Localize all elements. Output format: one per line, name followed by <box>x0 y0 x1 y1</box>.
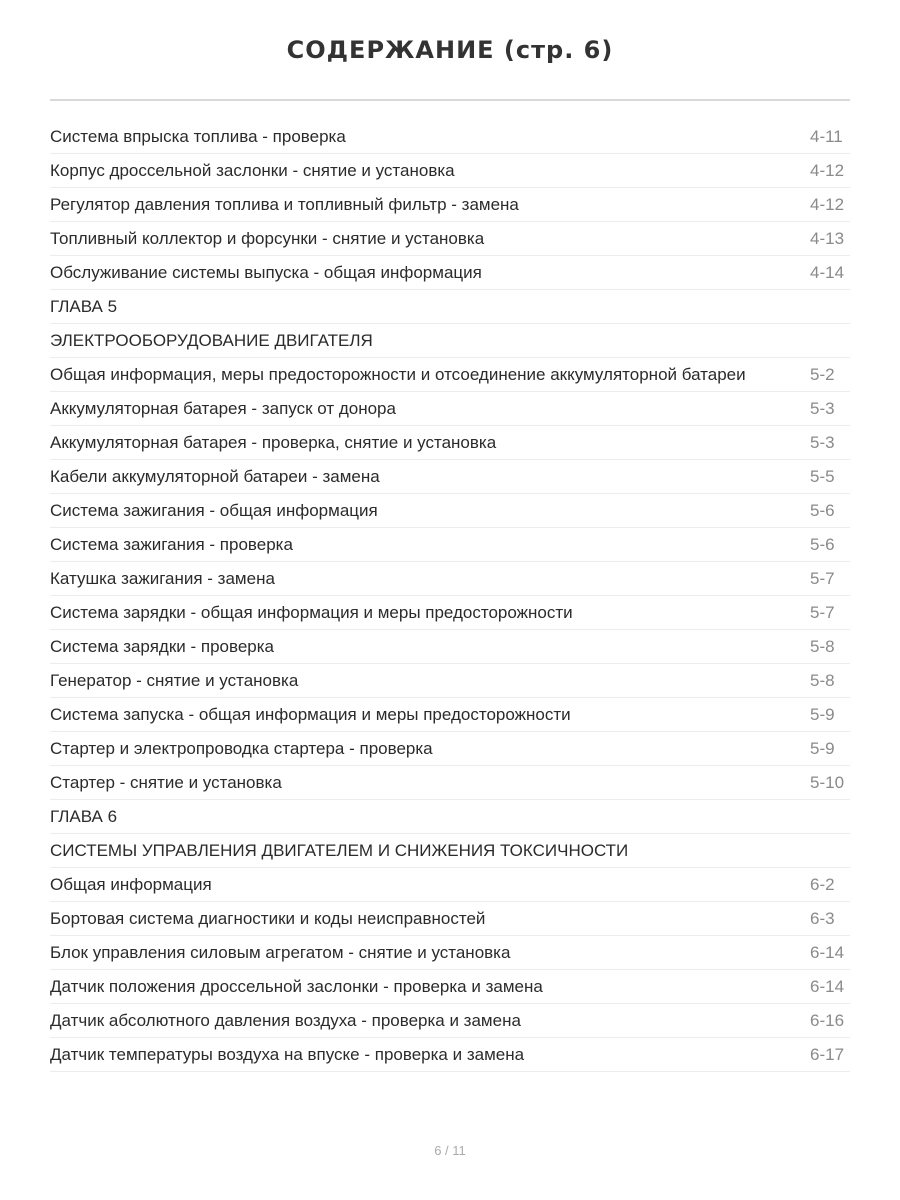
toc-entry-page: 4-12 <box>810 160 845 180</box>
toc-entry-page: 5-5 <box>810 466 835 486</box>
toc-entry-page: 4-11 <box>810 126 843 146</box>
toc-entry-page: 5-9 <box>810 738 835 758</box>
toc-entry-page: 5-6 <box>810 534 835 554</box>
toc-entry-title: Кабели аккумуляторной батареи - замена <box>50 466 380 486</box>
toc-entry-page: 5-10 <box>810 772 845 792</box>
toc-entry-title: Система зарядки - общая информация и меры предосторожности <box>50 602 573 622</box>
toc-entry-title: Топливный коллектор и форсунки - снятие и установка <box>50 228 485 248</box>
toc-entry-title: Система зажигания - проверка <box>50 534 293 554</box>
toc-entry[interactable] <box>50 392 850 426</box>
page-number: 6 / 11 <box>434 1143 466 1158</box>
toc-entry[interactable] <box>50 800 850 834</box>
toc-entry-title: СИСТЕМЫ УПРАВЛЕНИЯ ДВИГАТЕЛЕМ И СНИЖЕНИЯ ТОКСИЧНОСТИ <box>50 840 629 860</box>
toc-entry-title: Датчик абсолютного давления воздуха - проверка и замена <box>50 1010 521 1030</box>
table-of-contents <box>50 120 850 1072</box>
toc-entry[interactable] <box>50 426 850 460</box>
toc-entry[interactable] <box>50 868 850 902</box>
toc-entry-title: Стартер - снятие и установка <box>50 772 282 792</box>
toc-entry[interactable] <box>50 528 850 562</box>
toc-entry[interactable] <box>50 970 850 1004</box>
title-divider <box>50 99 850 101</box>
toc-entry-title: Общая информация, меры предосторожности и отсоединение аккумуляторной батареи <box>50 364 746 384</box>
toc-entry[interactable] <box>50 630 850 664</box>
toc-entry-title: ГЛАВА 5 <box>50 296 118 316</box>
toc-entry-page: 5-9 <box>810 704 835 724</box>
toc-entry-page: 4-13 <box>810 228 845 248</box>
toc-entry-title: Стартер и электропроводка стартера - проверка <box>50 738 433 758</box>
toc-entry-page: 6-14 <box>810 976 845 996</box>
toc-entry-title: Корпус дроссельной заслонки - снятие и установка <box>50 160 455 180</box>
toc-entry-title: Аккумуляторная батарея - запуск от донора <box>50 398 396 418</box>
toc-entry[interactable] <box>50 358 850 392</box>
toc-entry[interactable] <box>50 1004 850 1038</box>
toc-entry[interactable] <box>50 902 850 936</box>
toc-entry-page: 6-14 <box>810 942 845 962</box>
toc-entry[interactable] <box>50 120 850 154</box>
toc-entry[interactable] <box>50 256 850 290</box>
toc-entry[interactable] <box>50 188 850 222</box>
toc-entry[interactable] <box>50 222 850 256</box>
toc-entry[interactable] <box>50 664 850 698</box>
toc-entry-title: Система запуска - общая информация и меры предосторожности <box>50 704 571 724</box>
toc-entry-page: 6-17 <box>810 1044 845 1064</box>
toc-entry-page: 5-3 <box>810 432 835 452</box>
toc-entry-title: Обслуживание системы выпуска - общая информация <box>50 262 482 282</box>
toc-entry-page: 6-2 <box>810 874 835 894</box>
toc-entry[interactable] <box>50 290 850 324</box>
toc-entry[interactable] <box>50 732 850 766</box>
page-title: СОДЕРЖАНИЕ (стр. 6) <box>286 36 614 64</box>
toc-entry-page: 5-7 <box>810 602 835 622</box>
toc-entry-page: 5-2 <box>810 364 835 384</box>
toc-entry-page: 5-6 <box>810 500 835 520</box>
toc-entry-page: 4-14 <box>810 262 845 282</box>
toc-entry[interactable] <box>50 562 850 596</box>
toc-entry-title: ЭЛЕКТРООБОРУДОВАНИЕ ДВИГАТЕЛЯ <box>50 330 373 350</box>
toc-entry-title: Аккумуляторная батарея - проверка, снятие и установка <box>50 432 497 452</box>
toc-entry-page: 6-3 <box>810 908 835 928</box>
toc-entry-title: ГЛАВА 6 <box>50 806 118 826</box>
toc-entry[interactable] <box>50 494 850 528</box>
toc-entry-title: Общая информация <box>50 874 212 894</box>
toc-entry-title: Блок управления силовым агрегатом - снятие и установка <box>50 942 511 962</box>
toc-entry[interactable] <box>50 596 850 630</box>
toc-entry-title: Система впрыска топлива - проверка <box>50 126 346 146</box>
toc-entry-title: Регулятор давления топлива и топливный фильтр - замена <box>50 194 519 214</box>
toc-entry-page: 5-3 <box>810 398 835 418</box>
toc-entry[interactable] <box>50 936 850 970</box>
toc-entry[interactable] <box>50 766 850 800</box>
toc-entry-title: Бортовая система диагностики и коды неисправностей <box>50 908 486 928</box>
toc-entry[interactable] <box>50 834 850 868</box>
toc-entry-page: 6-16 <box>810 1010 845 1030</box>
toc-entry-title: Система зажигания - общая информация <box>50 500 378 520</box>
toc-entry[interactable] <box>50 154 850 188</box>
toc-entry-title: Система зарядки - проверка <box>50 636 274 656</box>
toc-entry[interactable] <box>50 1038 850 1072</box>
toc-entry-page: 5-8 <box>810 670 835 690</box>
toc-entry-title: Генератор - снятие и установка <box>50 670 299 690</box>
toc-entry-title: Катушка зажигания - замена <box>50 568 275 588</box>
toc-entry-title: Датчик температуры воздуха на впуске - проверка и замена <box>50 1044 525 1064</box>
toc-entry-page: 5-7 <box>810 568 835 588</box>
toc-entry[interactable] <box>50 460 850 494</box>
toc-entry-page: 4-12 <box>810 194 845 214</box>
toc-entry[interactable] <box>50 324 850 358</box>
toc-entry-page: 5-8 <box>810 636 835 656</box>
toc-entry-title: Датчик положения дроссельной заслонки - проверка и замена <box>50 976 543 996</box>
toc-entry[interactable] <box>50 698 850 732</box>
